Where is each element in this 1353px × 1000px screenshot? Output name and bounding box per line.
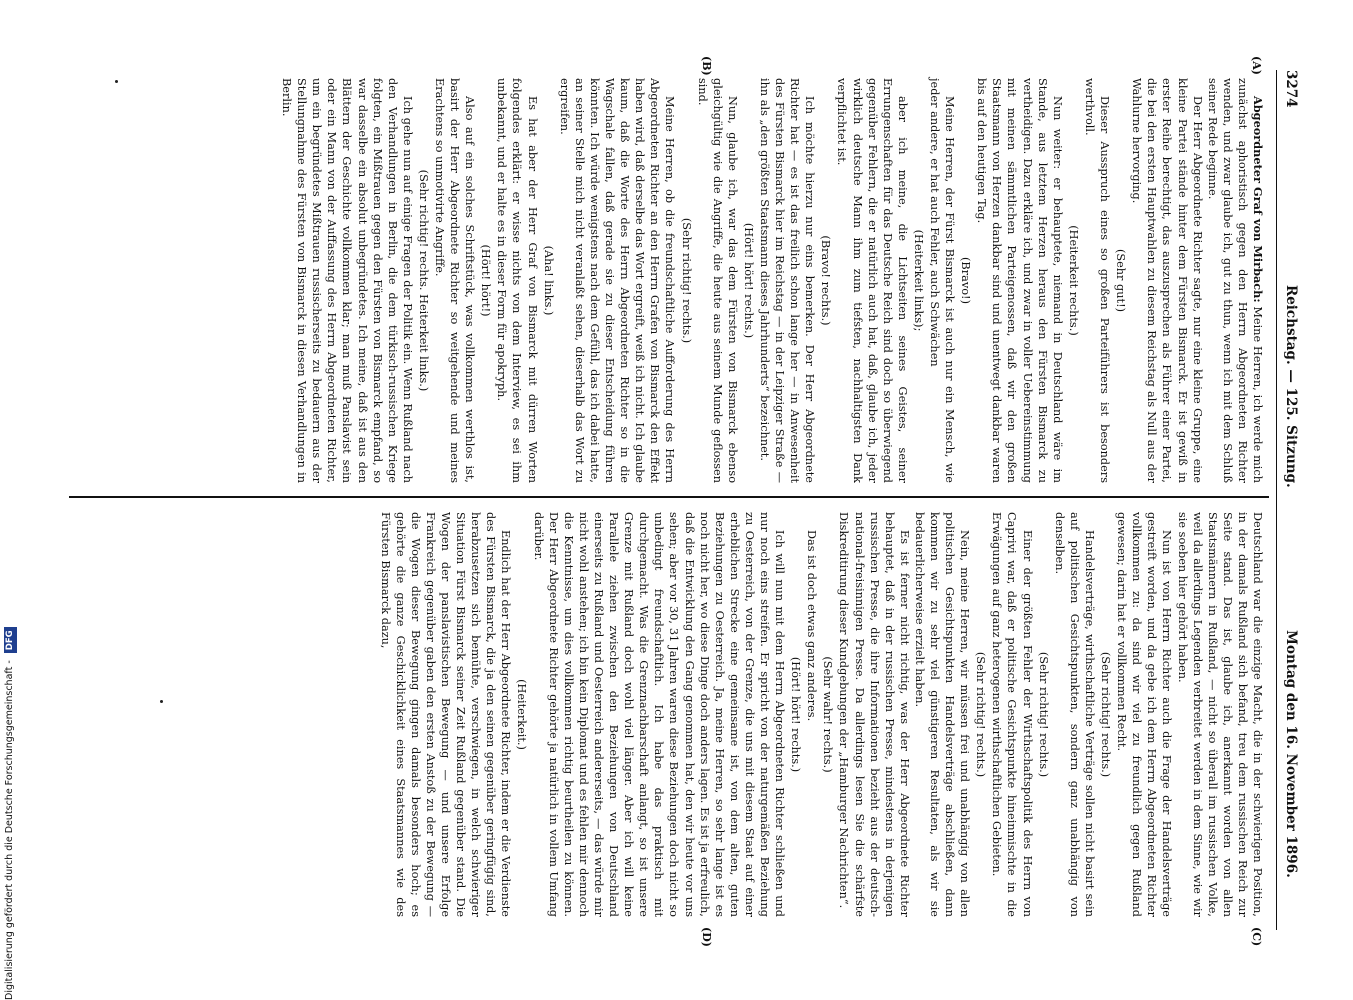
speech-paragraph: Endlich hat der Herr Abgeordnete Richter, indem er die Verdienste des Fürsten Bismarck, die ja den seinen gegenüber geringfügig sind, herabzusetzen sich bemühte, verschwiegen, in welch schwieriger Situation Fürst Bismarck seiner Zeit Rußland gegenüber stand. Die Wogen der panslavistischen Bewegung — und unsere Erfolge Frankreich gegenüber gaben den ersten Anstoß zu der Bewegung — die Wogen dieser Bewegung gingen damals besonders hoch; es gehörte die ganze Geschicklichkeit eines Staatsmannes wie des Fürsten Bismarck dazu,	[378, 512, 513, 917]
header-right-date: Montag den 16. November 1896.	[1283, 630, 1299, 878]
margin-marker-b: (B)	[700, 56, 713, 76]
speech-paragraph: Handelsverträge, wirthschaftliche Verträge sollen nicht basirt sein auf politischen Gesichtspunkten, sondern ganz unabhängig von denselben.	[1052, 512, 1096, 917]
speech-paragraph: Es hat aber der Herr Graf von Bismarck mit dürren Worten folgendes erklärt: er wisse nichts von dem Interview, es sei ihm unbekannt, und er halte es in dieser Form für apokryph.	[495, 78, 539, 483]
speech-paragraph: Ich will nun mit dem Herrn Abgeordneten Richter schließen und nur noch eins streifen. Er spricht von der naturgemäßen Beziehung zu Oesterreich, von der Grenze, die uns mit diesem Staat auf einer erheblichen Strecke eine gemeinsame ist, von dem alten, guten Beziehungen zu Oesterreich. Ja, meine Herren, so sehr lange ist es noch nicht her, wo diese Dinge doch anders lagen. Es ist ja erfreulich, daß die Entwicklung den Gang genommen hat, den wir heute vor uns sehen; aber vor 30, 31 Jahren waren diese Beziehungen doch nicht so unbedingt freundschaftlich. Ich habe das praktisch mit durchgemacht. Was die Grenznachbarschaft anlangt, so ist unsere Grenze mit Rußland doch wohl viel länger. Aber ich will keine Parallele ziehen zwischen den Beziehungen von Deutschland einerseits zu Rußland und Oesterreich andererseits, — das würde mir nicht wohl anstehen; ich bin kein Diplomat und es fehlen mir dennoch die Kenntnisse, um dies vollkommen richtig beurtheilen zu können. Der Herr Abgeordnete Richter gehörte ja natürlich in vollem Umfang darüber.	[531, 512, 787, 917]
speaker-name: Abgeordneter Graf von Mirbach:	[1251, 96, 1265, 303]
right-column	[378, 512, 1265, 917]
speck-mark	[115, 80, 118, 83]
interjection: (Sehr richtig! rechts.)	[1036, 651, 1050, 778]
speech-paragraph: Meine Herren, der Fürst Bismarck ist auch nur ein Mensch, wie jeder andere, er hat auch Fehler, auch Schwächen	[928, 78, 957, 483]
interjection: (Hört! hört! rechts.)	[789, 656, 803, 773]
speech-paragraph: Dieser Ausspruch eines so großen Parteiführers ist besonders werthvoll.	[1082, 78, 1112, 483]
speech-paragraph: Das ist doch etwas ganz anderes.	[805, 530, 819, 722]
speech-paragraph: Deutschland war die einzige Macht, die in der schwierigen Position, in der damals Rußland sich befand, treu dem russischen Reich zur Seite stand. Das ist, glaube ich, anerkannt worden von allen Staatsmännern in Rußland, — nicht so überall im russischen Volke, weil da allerdings Legenden verbreitet werden in dem Sinne, wie wir sie soeben hier gehört haben.	[1175, 512, 1264, 917]
speech-paragraph: Es ist ferner nicht richtig, was der Herr Abgeordnete Richter behauptet, daß in der russischen Presse, mindestens in derjenigen russischen Presse, die ihre Informationen bezieht aus der deutsch-national-freisinnigen Presse. Da allerdings lesen Sie die schärfste Diskreditirung dieser Kundgebungen der „Hamburger Nachrichten“.	[837, 512, 911, 917]
speech-paragraph: aber ich meine, die Lichtseiten seines Geistes, seiner Errungenschaften für das Deutsche Reich sind doch so überwiegend gegenüber Fehlern, die er natürlich auch hat, daß, glaube ich, jeder wirklich deutsche Mann ihm zum tiefsten, nachhaltigsten Dank verpflichtet ist.	[835, 78, 909, 483]
margin-marker-d: (D)	[700, 927, 713, 947]
speech-paragraph	[1205, 78, 1265, 483]
page-header	[1276, 70, 1303, 930]
speech-paragraph: Nun weiter: er behauptete, niemand in Deutschland wäre im Stande, aus letztem Herzen heraus den Fürsten Bismarck zu vertheidigen. Dazu erkläre ich, und zwar in voller Uebereinstimmung mit meinen sämmtlichen Parteigenossen, daß wir den großen Staatsmann von Herzen dankbar sind und unentwegt dankbar waren bis auf den heutigen Tag.	[975, 78, 1064, 483]
interjection: (Sehr wahr! rechts.)	[821, 656, 835, 773]
interjection: (Bravo! rechts.)	[819, 235, 833, 326]
speech-paragraph: Ich möchte hierzu nur eins bemerken. Der Herr Abgeordnete Richter hat — es ist das freilich schon lange her — in Anwesenheit des Fürsten Bismarck hier im Reichstag — in der Leipziger Straße — ihn als „den größten Staatsmann dieses Jahrhunderts“ bezeichnet.	[758, 78, 817, 483]
interjection: (Sehr richtig! rechts.)	[974, 651, 988, 778]
interjection: (Sehr richtig! rechts. Heiterkeit links.)	[416, 169, 430, 392]
speech-text: Meine Herren, ich werde mich zunächst aphoristisch gegen den Herrn Abgeordneten Richter wenden, und zwar glaube ich, gut zu thun, wenn ich mit dem Schluß seiner Rede beginne.	[1205, 78, 1264, 483]
interjection: (Sehr richtig! rechts.)	[1099, 651, 1113, 778]
interjection: (Sehr gut!)	[1114, 248, 1128, 313]
column-divider	[69, 496, 1269, 498]
speech-paragraph: Nun, glaube ich, war das dem Fürsten von Bismarck ebenso gleichgültig wie die Angriffe, die heute aus seinem Munde geflossen sind.	[695, 78, 739, 483]
speech-paragraph: Nun ist von Herrn Richter auch die Frage der Handelsverträge gestreift worden, und da gebe ich dem Herrn Abgeordneten Richter vollkommen zu: da sind wir viel zu freundlich gegen Rußland gewesen; darin hat er vollkommen Recht.	[1115, 512, 1174, 917]
speech-paragraph: Einer der größten Fehler der Wirthschaftspolitik des Herrn von Caprivi war, daß er politische Gesichtspunkte hineinmischte in die Erwägungen auf ganz heterogenen wirthschaftlichen Gebieten.	[990, 512, 1034, 917]
page-number: 3274	[1283, 70, 1299, 108]
speech-paragraph: Der Herr Abgeordnete Richter sagte, nur eine kleine Gruppe, eine kleine Partei stände hinter dem Fürsten Bismarck. Er ist gewiß in erster Reihe berechtigt, das auszusprechen als Führer einer Partei, die bei den ersten Hauptwahlen zu diesem Reichstag als Null aus der Wahlurne hervorging.	[1130, 78, 1204, 483]
digitization-credit	[4, 0, 17, 1000]
speech-paragraph: Meine Herren, ob die freundschaftliche Aufforderung des Herrn Abgeordneten Richter an den Herrn Grafen von Bismarck den Effekt haben wird, daß derselbe das Wort ergreift, weiß ich nicht. Ich glaube kaum, daß die Worte des Herrn Abgeordneten Richter so in die Wagschale fallen, daß gerade sie zu dieser Entscheidung führen könnten. Ich würde wenigstens nach dem Gefühl, das ich dabei hatte, an seiner Stelle mich nicht veranlaßt sehen, dieserhalb das Wort zu ergreifen.	[557, 78, 677, 483]
credit-text: Digitalisierung gefördert durch die Deutsche Forschungsgemeinschaft -	[4, 660, 15, 1000]
left-column	[279, 78, 1265, 483]
interjection: (Hört! hört!)	[479, 244, 493, 317]
speech-paragraph: Also auf ein solches Schriftstück, was vollkommen werthlos ist, basirt der Herr Abgeordnete Richter so weitgehende und meines Erachtens so unmotivirte Angriffe.	[433, 78, 477, 483]
margin-marker-c: (C)	[1250, 927, 1263, 947]
interjection: (Sehr richtig! rechts.)	[679, 217, 693, 344]
header-left-title: Reichstag. — 125. Sitzung.	[1283, 285, 1299, 488]
speech-paragraph: Ich gehe nun auf einige Fragen der Politik ein. Wenn Rußland nach den Verhandlungen in Berlin, die dem türkisch-russischen Kriege folgten, ein Mißtrauen gegen den Fürsten von Bismarck empfand, so war dasselbe ein absolut unbegründetes. Ich meine, daß ist aus den Blättern der Geschichte vollkommen klar; man muß Panslavist sein oder ein Mann von der Auffassung des Herrn Abgeordneten Richter, um ein begründetes Mißtrauen russischerseits zu bedauern aus der Stellungnahme des Fürsten von Bismarck in diesen Verhandlungen in Berlin.	[280, 78, 414, 483]
dfg-logo: DFG	[4, 627, 17, 653]
speech-paragraph: Nein, meine Herren, wir müssen frei und unabhängig von allen politischen Gesichtspunkten Handelsverträge abschließen, dann kommen wir zu sehr viel günstigeren Resultaten, als wir sie bedauerlicherweise erzielt haben.	[912, 512, 972, 917]
margin-marker-a: (A)	[1250, 56, 1263, 75]
interjection: (Heiterkeit rechts.)	[1066, 225, 1080, 336]
interjection: (Hört! hört! rechts.)	[741, 222, 755, 339]
interjection: (Bravo!)	[959, 257, 973, 304]
speck-mark	[160, 700, 163, 703]
interjection: (Aha! links.)	[541, 245, 555, 316]
interjection: (Heiterkeit links);	[911, 229, 925, 332]
interjection: (Heiterkeit.)	[515, 679, 529, 750]
